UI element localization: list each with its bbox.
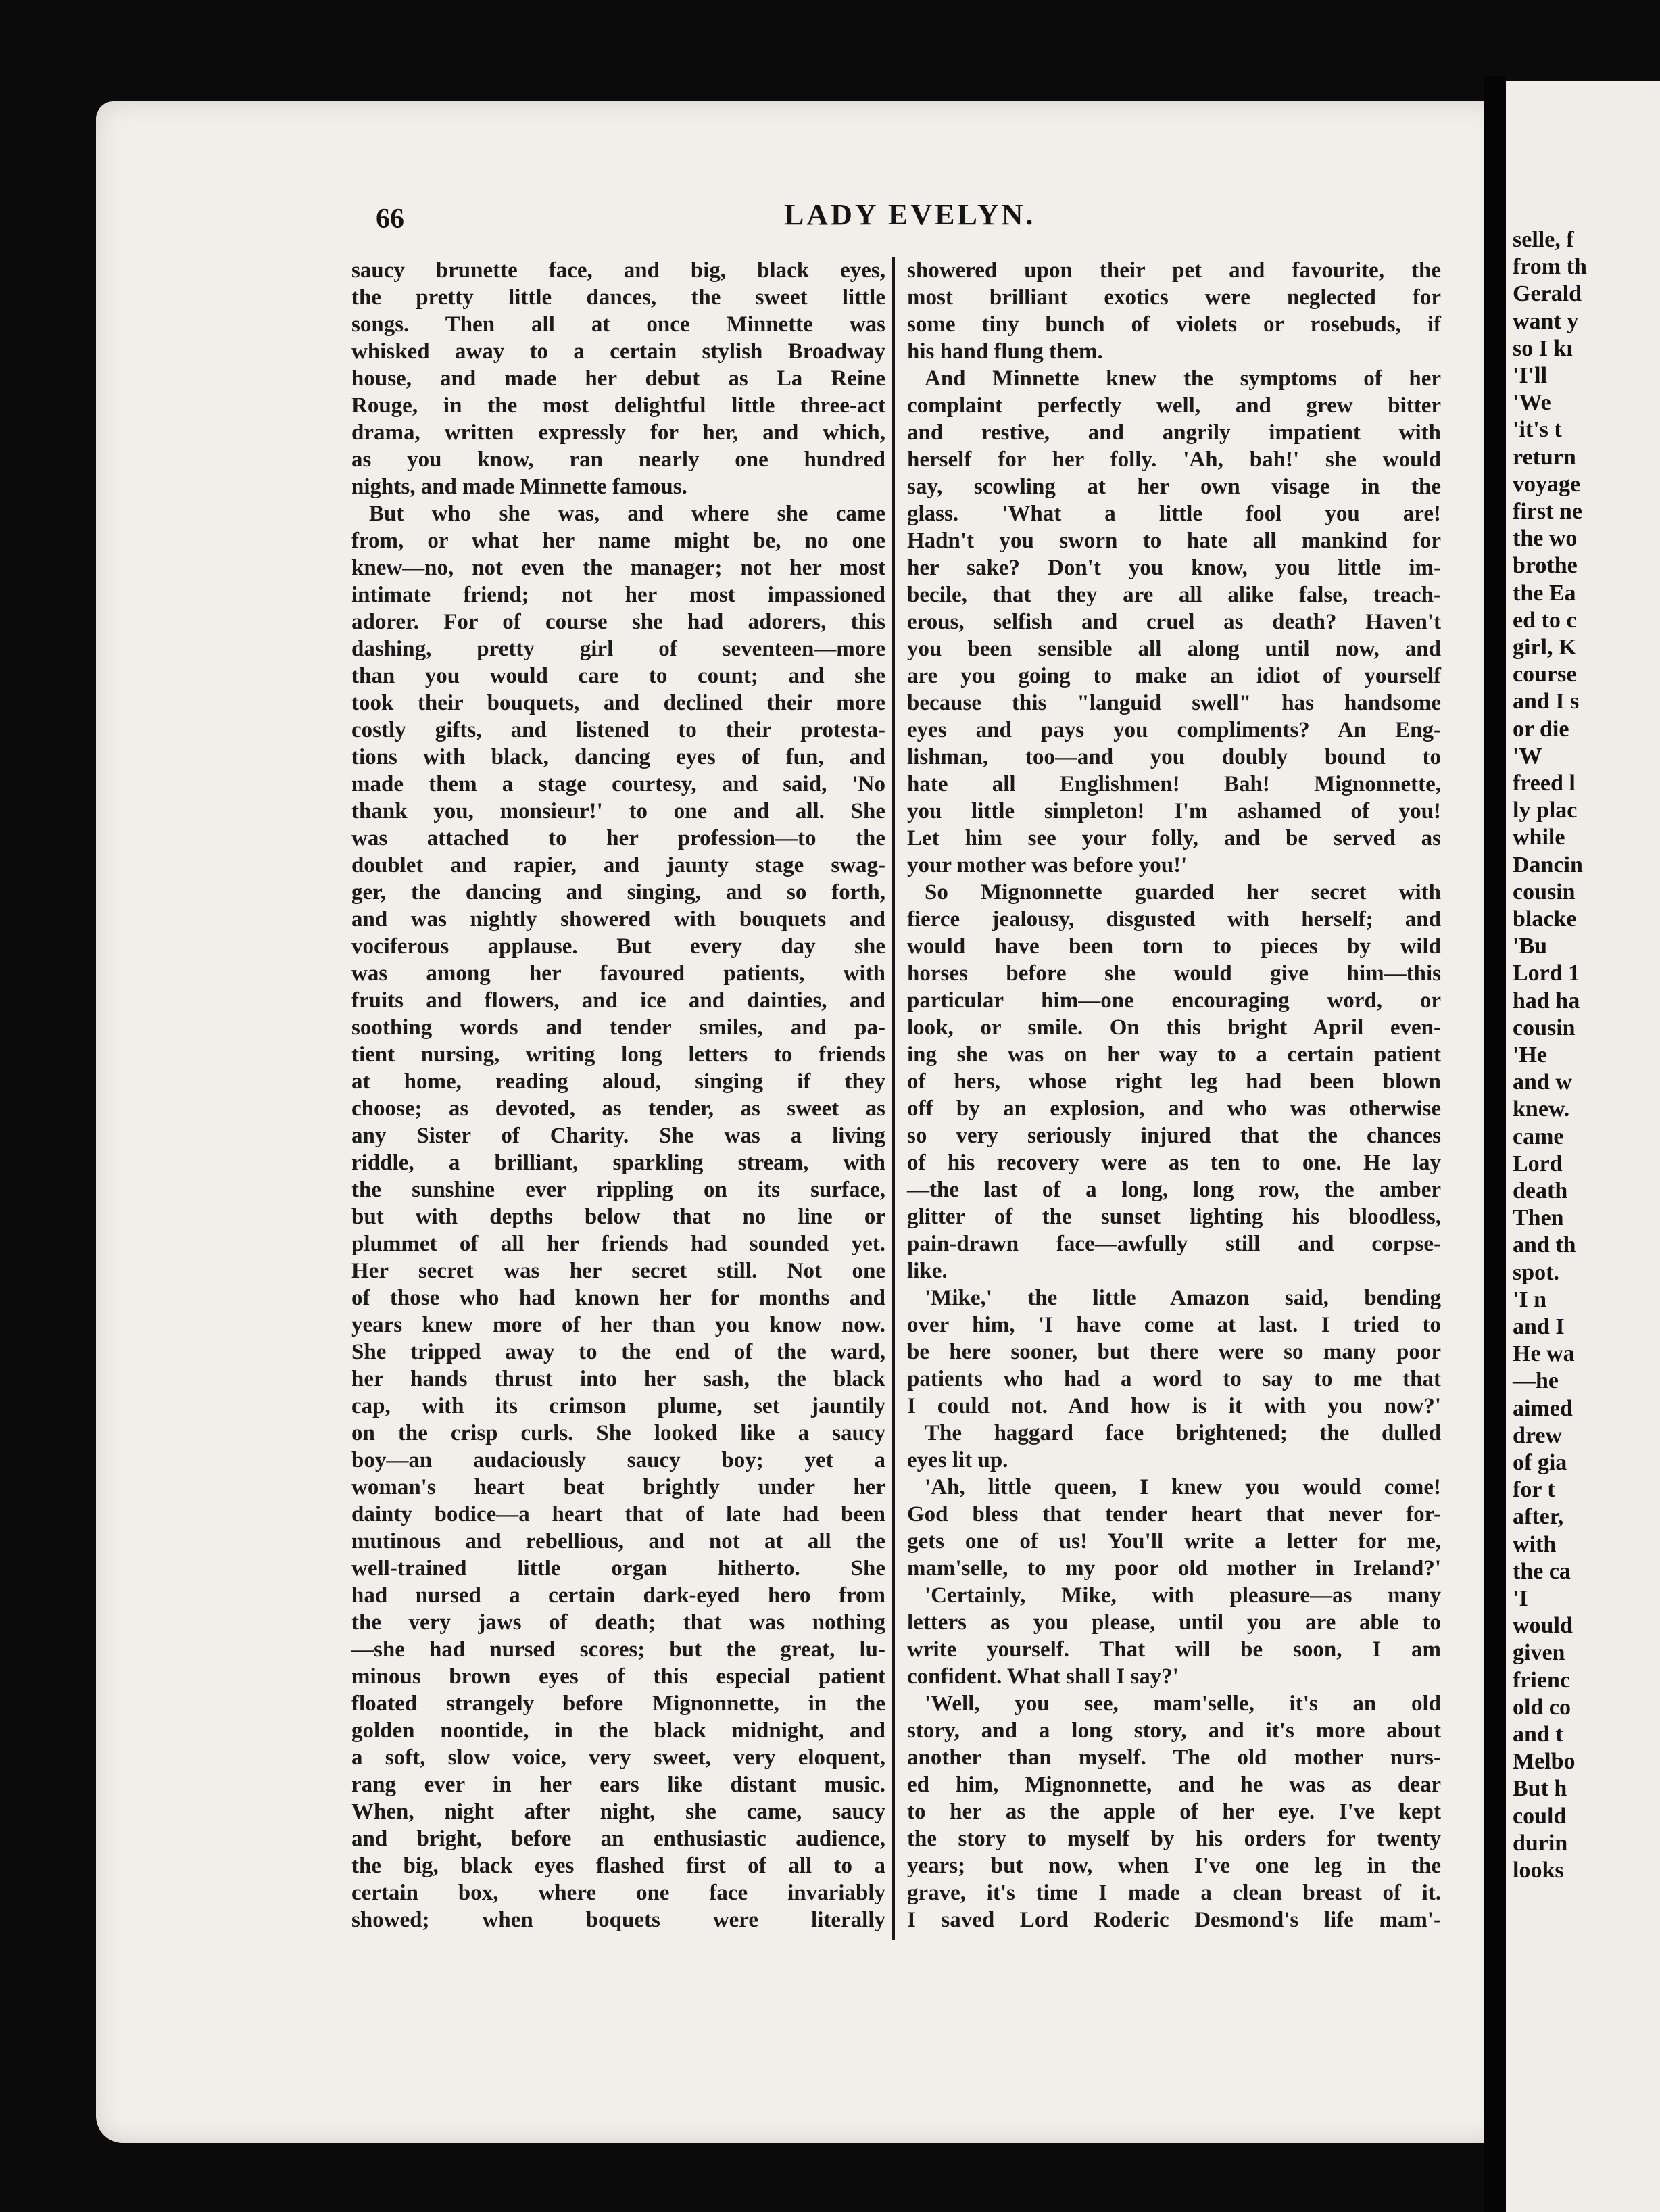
text-line: And Minnette knew the symptoms of her — [925, 366, 1441, 391]
text-line: the very jaws of death; that was nothing — [351, 1610, 885, 1635]
text-line: and restive, and angrily impatient with — [907, 420, 1441, 445]
facing-page-line: death — [1513, 1178, 1568, 1203]
text-line: 'Mike,' the little Amazon said, bending — [925, 1286, 1441, 1310]
text-line: ger, the dancing and singing, and so forth, — [351, 880, 885, 905]
facing-page-line: frienc — [1513, 1667, 1570, 1693]
text-line: The haggard face brightened; the dulled — [925, 1421, 1441, 1445]
facing-page-line: aimed — [1513, 1395, 1573, 1421]
text-line: She tripped away to the end of the ward, — [351, 1340, 885, 1364]
text-line: vociferous applause. But every day she — [351, 934, 885, 959]
text-line: boy—an audaciously saucy boy; yet a — [351, 1448, 885, 1472]
text-line: Let him see your folly, and be served as — [907, 826, 1441, 850]
facing-page-line: cousin — [1513, 879, 1576, 905]
text-line: ing she was on her way to a certain patient — [907, 1042, 1441, 1067]
text-line: drama, written expressly for her, and which, — [351, 420, 885, 445]
text-line: soothing words and tender smiles, and pa- — [351, 1015, 885, 1040]
facing-page-line: and w — [1513, 1069, 1572, 1095]
text-line: gets one of us! You'll write a letter for me, — [907, 1529, 1441, 1554]
text-line: —the last of a long, long row, the amber — [907, 1178, 1441, 1202]
text-line: nights, and made Minnette famous. — [351, 475, 687, 499]
facing-page-line: after, — [1513, 1504, 1564, 1530]
text-line: grave, it's time I made a clean breast of it. — [907, 1881, 1441, 1905]
facing-page-line: course — [1513, 662, 1577, 688]
text-line: over him, 'I have come at last. I tried to — [907, 1313, 1441, 1337]
text-line: years knew more of her than you know now. — [351, 1313, 885, 1337]
facing-page-line: of gia — [1513, 1450, 1567, 1475]
text-line: glass. 'What a little fool you are! — [907, 502, 1441, 526]
facing-page-line: old co — [1513, 1694, 1571, 1720]
right-text-column — [907, 257, 1441, 1933]
text-line: knew—no, not even the manager; not her most — [351, 556, 885, 580]
text-line: God bless that tender heart that never for- — [907, 1502, 1441, 1526]
facing-page-line: Then — [1513, 1205, 1564, 1231]
text-line: complaint perfectly well, and grew bitter — [907, 393, 1441, 418]
facing-page-line: or die — [1513, 716, 1569, 742]
text-line: tient nursing, writing long letters to friends — [351, 1042, 885, 1067]
text-line: 'Certainly, Mike, with pleasure—as many — [925, 1583, 1441, 1608]
text-line: becile, that they are all alike false, treach- — [907, 583, 1441, 607]
facing-page-line: first ne — [1513, 499, 1582, 524]
text-line: certain box, where one face invariably — [351, 1881, 885, 1905]
text-line: because this "languid swell" has handsome — [907, 691, 1441, 715]
facing-page-line: could — [1513, 1803, 1567, 1829]
text-line: So Mignonnette guarded her secret with — [925, 880, 1441, 905]
text-line: whisked away to a certain stylish Broadway — [351, 339, 885, 364]
text-line: dashing, pretty girl of seventeen—more — [351, 637, 885, 661]
text-line: tions with black, dancing eyes of fun, and — [351, 745, 885, 769]
text-line: glitter of the sunset lighting his bloodless, — [907, 1205, 1441, 1229]
text-line: and was nightly showered with bouquets and — [351, 907, 885, 932]
text-line: the story to myself by his orders for twenty — [907, 1827, 1441, 1851]
text-line: her sake? Don't you know, you little im- — [907, 556, 1441, 580]
text-line: I could not. And how is it with you now?' — [907, 1394, 1441, 1418]
text-line: —she had nursed scores; but the great, lu- — [351, 1637, 885, 1662]
text-line: pain-drawn face—awfully still and corpse- — [907, 1232, 1441, 1256]
text-line: at home, reading aloud, singing if they — [351, 1069, 885, 1094]
text-line: off by an explosion, and who was otherwise — [907, 1097, 1441, 1121]
text-line: to her as the apple of her eye. I've kept — [907, 1800, 1441, 1824]
text-line: of his recovery were as ten to one. He lay — [907, 1151, 1441, 1175]
facing-page-line: and th — [1513, 1232, 1576, 1258]
text-line: adorer. For of course she had adorers, this — [351, 610, 885, 634]
text-line: as you know, ran nearly one hundred — [351, 448, 885, 472]
text-line: say, scowling at her own visage in the — [907, 475, 1441, 499]
text-line: ed him, Mignonnette, and he was as dear — [907, 1773, 1441, 1797]
text-line: lishman, too—and you doubly bound to — [907, 745, 1441, 769]
facing-page-line: 'W — [1513, 743, 1542, 769]
facing-page-line: would — [1513, 1613, 1573, 1639]
facing-page-line: blacke — [1513, 907, 1577, 932]
text-line: your mother was before you!' — [907, 853, 1188, 877]
text-line: costly gifts, and listened to their protesta- — [351, 718, 885, 742]
facing-page-line: He wa — [1513, 1341, 1575, 1367]
text-line: and bright, before an enthusiastic audience, — [351, 1827, 885, 1851]
facing-page-line: for t — [1513, 1477, 1555, 1503]
text-line: dainty bodice—a heart that of late had been — [351, 1502, 885, 1526]
facing-page-line: while — [1513, 825, 1565, 850]
text-line: fierce jealousy, disgusted with herself; and — [907, 907, 1441, 932]
facing-page-line: But h — [1513, 1776, 1567, 1802]
text-line: her hands thrust into her sash, the black — [351, 1367, 885, 1391]
facing-page-line: freed l — [1513, 771, 1576, 796]
text-line: was among her favoured patients, with — [351, 961, 885, 986]
facing-page-line: Melbo — [1513, 1749, 1576, 1775]
facing-page-line: 'He — [1513, 1042, 1547, 1067]
text-line: saucy brunette face, and big, black eyes, — [351, 258, 885, 283]
text-line: was attached to her profession—to the — [351, 826, 885, 850]
text-line: thank you, monsieur!' to one and all. She — [351, 799, 885, 823]
facing-page-line: 'I — [1513, 1586, 1528, 1611]
text-line: some tiny bunch of violets or rosebuds, if — [907, 312, 1441, 337]
facing-page-line: 'I'll — [1513, 363, 1548, 388]
facing-page-line: ly plac — [1513, 798, 1578, 823]
facing-page-line: 'I n — [1513, 1287, 1547, 1312]
text-line: horses before she would give him—this — [907, 961, 1441, 986]
text-line: any Sister of Charity. She was a living — [351, 1124, 885, 1148]
facing-page-line: voyage — [1513, 471, 1581, 497]
text-line: took their bouquets, and declined their more — [351, 691, 885, 715]
text-line: herself for her folly. 'Ah, bah!' she would — [907, 448, 1441, 472]
facing-page-line: 'it's t — [1513, 417, 1562, 443]
text-line: erous, selfish and cruel as death? Haven't — [907, 610, 1441, 634]
text-line: 'Ah, little queen, I knew you would come! — [925, 1475, 1441, 1499]
text-line: Hadn't you sworn to hate all mankind for — [907, 529, 1441, 553]
text-line: well-trained little organ hitherto. She — [351, 1556, 885, 1581]
text-line: rang ever in her ears like distant music. — [351, 1773, 885, 1797]
facing-page-line: and I — [1513, 1314, 1565, 1339]
text-line: riddle, a brilliant, sparkling stream, with — [351, 1151, 885, 1175]
text-line: than you would care to count; and she — [351, 664, 885, 688]
facing-page-line: the wo — [1513, 526, 1578, 552]
facing-page-line: knew. — [1513, 1097, 1570, 1122]
text-line: the sunshine ever rippling on its surface, — [351, 1178, 885, 1202]
text-line: showed; when boquets were literally — [351, 1908, 885, 1932]
text-line: mutinous and rebellious, and not at all the — [351, 1529, 885, 1554]
text-line: had nursed a certain dark-eyed hero from — [351, 1583, 885, 1608]
facing-page-line: drew — [1513, 1422, 1563, 1448]
text-line: be here sooner, but there were so many poor — [907, 1340, 1441, 1364]
facing-page-line: Lord — [1513, 1151, 1563, 1176]
facing-page-line: —he — [1513, 1368, 1559, 1394]
text-line: the big, black eyes flashed first of all to a — [351, 1854, 885, 1878]
text-line: of hers, whose right leg had been blown — [907, 1069, 1441, 1094]
facing-page-line: return — [1513, 444, 1576, 470]
text-line: letters as you please, until you are able to — [907, 1610, 1441, 1635]
text-line: plummet of all her friends had sounded yet. — [351, 1232, 885, 1256]
text-line: Rouge, in the most delightful little three-act — [351, 393, 885, 418]
text-line: you little simpleton! I'm ashamed of you! — [907, 799, 1441, 823]
facing-page-line: Dancin — [1513, 852, 1583, 877]
facing-page-line: durin — [1513, 1830, 1568, 1856]
text-line: look, or smile. On this bright April even- — [907, 1015, 1441, 1040]
text-line: fruits and flowers, and ice and dainties, and — [351, 988, 885, 1013]
text-line: but with depths below that no line or — [351, 1205, 885, 1229]
column-rule — [892, 257, 895, 1940]
facing-page-line: had ha — [1513, 988, 1580, 1013]
text-line: showered upon their pet and favourite, the — [907, 258, 1441, 283]
text-line: house, and made her debut as La Reine — [351, 366, 885, 391]
facing-page-line: Lord 1 — [1513, 961, 1580, 986]
facing-page-line: ed to c — [1513, 607, 1577, 633]
text-line: confident. What shall I say?' — [907, 1664, 1179, 1689]
text-line: particular him—one encouraging word, or — [907, 988, 1441, 1013]
page-number: 66 — [376, 203, 404, 235]
text-line: hate all Englishmen! Bah! Mignonnette, — [907, 772, 1441, 796]
text-line: another than myself. The old mother nurs- — [907, 1746, 1441, 1770]
text-line: would have been torn to pieces by wild — [907, 934, 1441, 959]
facing-page-line: the ca — [1513, 1558, 1571, 1584]
facing-page-line: with — [1513, 1531, 1557, 1557]
text-line: 'Well, you see, mam'selle, it's an old — [925, 1691, 1441, 1716]
text-line: patients who had a word to say to me that — [907, 1367, 1441, 1391]
facing-page-line: 'We — [1513, 390, 1551, 416]
text-line: his hand flung them. — [907, 339, 1103, 364]
text-line: eyes and pays you compliments? An Eng- — [907, 718, 1441, 742]
text-line: intimate friend; not her most impassioned — [351, 583, 885, 607]
facing-page-line: want y — [1513, 308, 1579, 334]
text-line: so very seriously injured that the chances — [907, 1124, 1441, 1148]
facing-page-line: brothe — [1513, 553, 1578, 579]
text-line: I saved Lord Roderic Desmond's life mam'- — [907, 1908, 1441, 1932]
left-text-column — [351, 257, 885, 1933]
facing-page-fragment — [1506, 81, 1660, 2212]
facing-page-line: the Ea — [1513, 580, 1576, 606]
text-line: When, night after night, she came, saucy — [351, 1800, 885, 1824]
text-line: floated strangely before Mignonnette, in the — [351, 1691, 885, 1716]
text-line: are you going to make an idiot of yourself — [907, 664, 1441, 688]
text-line: cap, with its crimson plume, set jauntily — [351, 1394, 885, 1418]
facing-page-line: spot. — [1513, 1259, 1559, 1285]
text-line: of those who had known her for months and — [351, 1286, 885, 1310]
text-line: made them a stage courtesy, and said, 'No — [351, 772, 885, 796]
facing-page-line: came — [1513, 1124, 1564, 1149]
facing-page-line: looks — [1513, 1858, 1564, 1883]
text-line: doublet and rapier, and jaunty stage swag- — [351, 853, 885, 877]
facing-page-line: given — [1513, 1640, 1565, 1666]
facing-page-line: from th — [1513, 254, 1587, 280]
facing-page-line: and I s — [1513, 689, 1580, 715]
text-line: But who she was, and where she came — [369, 502, 885, 526]
text-line: write yourself. That will be soon, I am — [907, 1637, 1441, 1662]
text-line: like. — [907, 1259, 948, 1283]
facing-page-line: 'Bu — [1513, 934, 1548, 959]
text-line: mam'selle, to my poor old mother in Ireland?' — [907, 1556, 1441, 1581]
text-line: years; but now, when I've one leg in the — [907, 1854, 1441, 1878]
text-line: the pretty little dances, the sweet little — [351, 285, 885, 310]
facing-page-line: cousin — [1513, 1015, 1576, 1040]
text-line: eyes lit up. — [907, 1448, 1008, 1472]
facing-page-line: girl, K — [1513, 635, 1577, 660]
facing-page-line: Gerald — [1513, 281, 1582, 307]
text-line: choose; as devoted, as tender, as sweet as — [351, 1097, 885, 1121]
binding-gutter — [1484, 76, 1506, 2212]
facing-page-line: and t — [1513, 1722, 1563, 1747]
text-line: Her secret was her secret still. Not one — [351, 1259, 885, 1283]
facing-page-line: selle, f — [1513, 227, 1574, 252]
text-line: you been sensible all along until now, and — [907, 637, 1441, 661]
text-line: woman's heart beat brightly under her — [351, 1475, 885, 1499]
text-line: most brilliant exotics were neglected for — [907, 285, 1441, 310]
text-line: from, or what her name might be, no one — [351, 529, 885, 553]
text-line: a soft, slow voice, very sweet, very eloquent, — [351, 1746, 885, 1770]
text-line: story, and a long story, and it's more about — [907, 1718, 1441, 1743]
facing-page-line: so I kı — [1513, 335, 1573, 361]
text-line: golden noontide, in the black midnight, and — [351, 1718, 885, 1743]
text-line: minous brown eyes of this especial patient — [351, 1664, 885, 1689]
text-line: on the crisp curls. She looked like a saucy — [351, 1421, 885, 1445]
text-line: songs. Then all at once Minnette was — [351, 312, 885, 337]
running-head: LADY EVELYN. — [784, 198, 1036, 231]
